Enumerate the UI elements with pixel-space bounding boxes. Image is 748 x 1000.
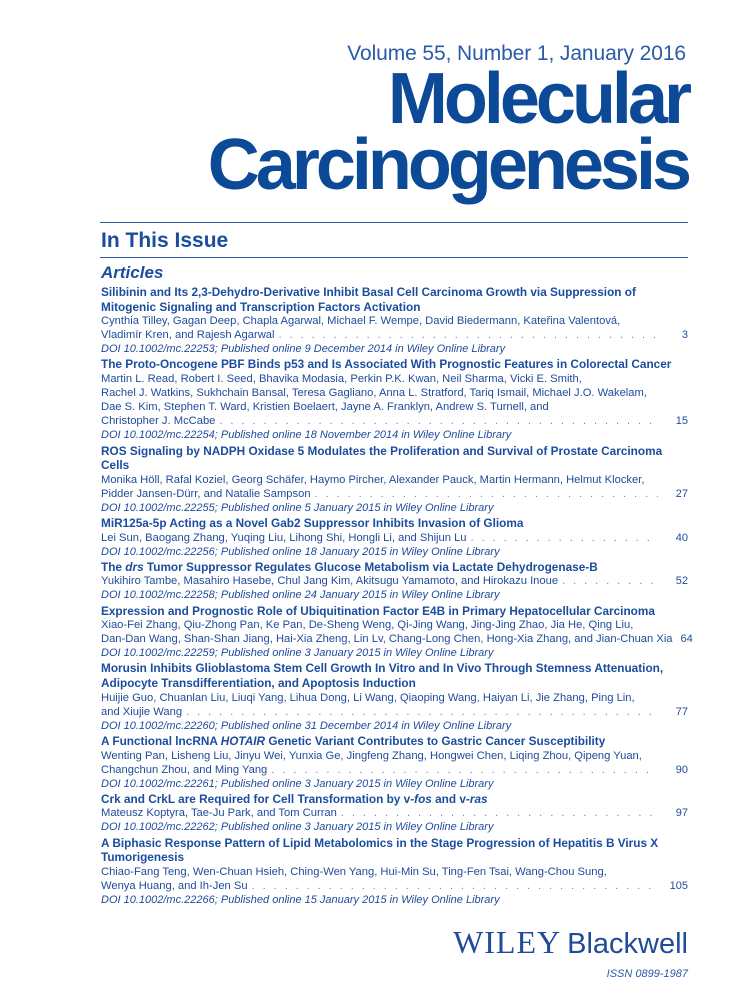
- article-authors-last: [101, 531, 688, 545]
- article-title-text: Crk and CrkL are Required for Cell Transformation by v-: [101, 791, 415, 806]
- article-title-italic: ras: [469, 791, 488, 806]
- article-authors-text: Vladimír Kren, and Rajesh Agarwal: [101, 329, 275, 342]
- article-authors-line: Wenting Pan, Lisheng Liu, Jinyu Wei, Yunxia Ge, Jingfeng Zhang, Hongwei Chen, Liqing Zhou, Qipeng Yuan,: [101, 749, 642, 762]
- article-authors-text: Mateusz Koptyra, Tae-Ju Park, and Tom Curran: [101, 807, 337, 820]
- article-page-number: 64: [680, 633, 693, 646]
- article-authors-line: Huijie Guo, Chuanlan Liu, Liuqi Yang, Lihua Dong, Li Wang, Qiaoping Wang, Haiyan Li, Jie Zhang, Ping Lin,: [101, 691, 635, 704]
- article-title[interactable]: [101, 444, 688, 473]
- toc-article: [101, 357, 688, 442]
- article-authors-line: Martin L. Read, Robert I. Seed, Bhavika Modasia, Perkin P.K. Kwan, Neil Sharma, Vicki E. Smith,: [101, 373, 582, 386]
- article-authors-text: Dan-Dan Wang, Shan-Shan Jiang, Hai-Xia Zheng, Lin Lv, Chang-Long Chen, Hong-Xia Zhang, and Jian-Chuan Xia: [101, 633, 673, 646]
- articles-heading: Articles: [101, 263, 164, 282]
- article-authors-last: [101, 414, 688, 428]
- article-title-italic: drs: [125, 559, 144, 574]
- article-doi[interactable]: DOI 10.1002/mc.22256; Published online 18 January 2015 in Wiley Online Library: [101, 545, 500, 558]
- article-authors-line: Monika Höll, Rafal Koziel, Georg Schäfer, Haymo Pircher, Alexander Pauck, Martin Hermann, Helmut Klocker,: [101, 473, 645, 486]
- article-page-number: 77: [675, 705, 688, 718]
- table-of-contents: [101, 285, 693, 908]
- issue-divider: [100, 257, 688, 258]
- toc-article: [101, 836, 688, 907]
- article-authors-text: Lei Sun, Baogang Zhang, Yuqing Liu, Lihong Shi, Hongli Li, and Shijun Lu: [101, 531, 467, 544]
- article-authors-last: [101, 705, 688, 719]
- article-authors-text: Pidder Jansen-Dürr, and Natalie Sampson: [101, 487, 311, 500]
- article-authors-last: [101, 879, 688, 893]
- article-title-text: Genetic Variant Contributes to Gastric Cancer Susceptibility: [265, 733, 606, 748]
- journal-title: [207, 59, 688, 205]
- article-title[interactable]: [101, 357, 688, 372]
- article-page-number: 97: [675, 807, 688, 820]
- article-title[interactable]: [101, 661, 688, 690]
- article-title-text: The Proto-Oncogene PBF Binds p53 and Is Associated With Prognostic Features in Colorectal Cancer: [101, 357, 672, 372]
- article-page-number: 15: [675, 415, 688, 428]
- article-doi[interactable]: DOI 10.1002/mc.22259; Published online 3 January 2015 in Wiley Online Library: [101, 647, 494, 660]
- toc-article: [101, 661, 688, 732]
- leader-dots: [219, 414, 658, 428]
- article-authors-last: [101, 328, 688, 342]
- article-title-italic: fos: [414, 791, 432, 806]
- leader-dots: [186, 705, 658, 719]
- article-authors-text: Christopher J. McCabe: [101, 415, 216, 428]
- article-title-text: Tumor Suppressor Regulates Glucose Metabolism via Lactate Dehydrogenase-B: [143, 559, 598, 574]
- article-authors-text: Wenya Huang, and Ih-Jen Su: [101, 879, 248, 892]
- leader-dots: [279, 328, 659, 342]
- article-authors-line: Rachel J. Watkins, Sukhchain Bansal, Teresa Gagliano, Anna L. Stratford, Tariq Ismail, Michael J.O. Wakelam,: [101, 387, 647, 400]
- article-authors-last: [101, 763, 688, 777]
- article-doi[interactable]: DOI 10.1002/mc.22262; Published online 3 January 2015 in Wiley Online Library: [101, 821, 494, 834]
- article-page-number: 52: [675, 575, 688, 588]
- article-page-number: 105: [669, 879, 688, 892]
- article-authors-text: Yukihiro Tambe, Masahiro Hasebe, Chul Jang Kim, Akitsugu Yamamoto, and Hirokazu Inoue: [101, 575, 559, 588]
- article-title[interactable]: [101, 836, 688, 865]
- toc-article: [101, 285, 688, 356]
- article-authors-last: [101, 632, 693, 646]
- article-authors-line: Xiao-Fei Zhang, Qiu-Zhong Pan, Ke Pan, De-Sheng Weng, Qi-Jing Wang, Jing-Jing Zhao, Jia He, Qing Liu,: [101, 619, 634, 632]
- toc-article: [101, 734, 688, 791]
- journal-title-line1: Molecular: [387, 59, 688, 139]
- journal-title-line2: Carcinogenesis: [207, 125, 688, 205]
- leader-dots: [315, 487, 658, 501]
- article-doi[interactable]: DOI 10.1002/mc.22254; Published online 18 November 2014 in Wiley Online Library: [101, 429, 512, 442]
- article-title-text: Morusin Inhibits Glioblastoma Stem Cell Growth In Vitro and In Vivo Through Stemness Attenuation, Adipocyte Transdifferentiation, and Apoptosis Induction: [101, 661, 664, 691]
- article-title-text: A Biphasic Response Pattern of Lipid Metabolomics in the Stage Progression of Hepatitis B Virus X Tumorigenesis: [101, 835, 659, 865]
- issn: ISSN 0899-1987: [606, 968, 688, 980]
- article-title-text: A Functional lncRNA: [101, 733, 221, 748]
- toc-article: [101, 516, 688, 559]
- leader-dots: [341, 806, 658, 820]
- article-title-text: The: [101, 559, 126, 574]
- article-title-text: Expression and Prognostic Role of Ubiquitination Factor E4B in Primary Hepatocellular Carcinoma: [101, 603, 655, 618]
- article-page-number: 3: [681, 329, 688, 342]
- article-doi[interactable]: DOI 10.1002/mc.22266; Published online 15 January 2015 in Wiley Online Library: [101, 893, 500, 906]
- leader-dots: [252, 879, 658, 893]
- article-authors-line: Cynthia Tilley, Gagan Deep, Chapla Agarwal, Michael F. Wempe, David Biedermann, Kateřina Valentová,: [101, 315, 621, 328]
- publisher-blackwell: Blackwell: [567, 928, 688, 960]
- article-title[interactable]: [101, 792, 688, 807]
- toc-article: [101, 444, 688, 515]
- article-authors-line: Chiao-Fang Teng, Wen-Chuan Hsieh, Ching-Wen Yang, Hui-Min Su, Ting-Fen Tsai, Wang-Chou Sung,: [101, 865, 607, 878]
- leader-dots: [271, 763, 658, 777]
- top-divider: [100, 222, 688, 223]
- article-authors-line: Dae S. Kim, Stephen T. Ward, Kristien Boelaert, Jayne A. Franklyn, Andrew S. Turnell, and: [101, 401, 549, 414]
- publisher-wiley: WILEY: [453, 924, 562, 960]
- article-doi[interactable]: DOI 10.1002/mc.22258; Published online 24 January 2015 in Wiley Online Library: [101, 589, 500, 602]
- article-doi[interactable]: DOI 10.1002/mc.22255; Published online 5 January 2015 in Wiley Online Library: [101, 501, 494, 514]
- article-title-italic: HOTAIR: [220, 733, 266, 748]
- article-authors-text: Changchun Zhou, and Ming Yang: [101, 763, 268, 776]
- article-title[interactable]: [101, 560, 688, 575]
- issue-heading: In This Issue: [101, 229, 229, 252]
- article-page-number: 90: [675, 763, 688, 776]
- leader-dots: [471, 531, 658, 545]
- article-title-text: MiR125a-5p Acting as a Novel Gab2 Suppressor Inhibits Invasion of Glioma: [101, 516, 524, 530]
- volume-info: Volume 55, Number 1, January 2016: [347, 42, 686, 65]
- article-title[interactable]: [101, 604, 688, 619]
- article-doi[interactable]: DOI 10.1002/mc.22253; Published online 9 December 2014 in Wiley Online Library: [101, 343, 506, 356]
- article-title[interactable]: [101, 285, 688, 314]
- article-page-number: 40: [675, 531, 688, 544]
- toc-article: [101, 560, 688, 603]
- article-page-number: 27: [675, 487, 688, 500]
- article-doi[interactable]: DOI 10.1002/mc.22260; Published online 31 December 2014 in Wiley Online Library: [101, 719, 512, 732]
- article-authors-last: [101, 487, 688, 501]
- article-title-text: and v-: [431, 791, 470, 806]
- article-title-text: Silibinin and Its 2,3-Dehydro-Derivative Inhibit Basal Cell Carcinoma Growth via Suppression of Mitogenic Signaling and Transcription Factors Activation: [101, 285, 636, 314]
- publisher-logo: [453, 924, 688, 961]
- toc-article: [101, 603, 693, 661]
- leader-dots: [562, 574, 658, 588]
- article-title[interactable]: [101, 516, 688, 531]
- toc-article: [101, 792, 688, 835]
- article-authors-last: [101, 806, 688, 820]
- article-title-text: ROS Signaling by NADPH Oxidase 5 Modulates the Proliferation and Survival of Prostate Carcinoma Cells: [101, 443, 663, 473]
- article-title[interactable]: [101, 734, 688, 749]
- article-authors-text: and Xiujie Wang: [101, 705, 183, 718]
- article-doi[interactable]: DOI 10.1002/mc.22261; Published online 3 January 2015 in Wiley Online Library: [101, 777, 494, 790]
- article-authors-last: [101, 574, 688, 588]
